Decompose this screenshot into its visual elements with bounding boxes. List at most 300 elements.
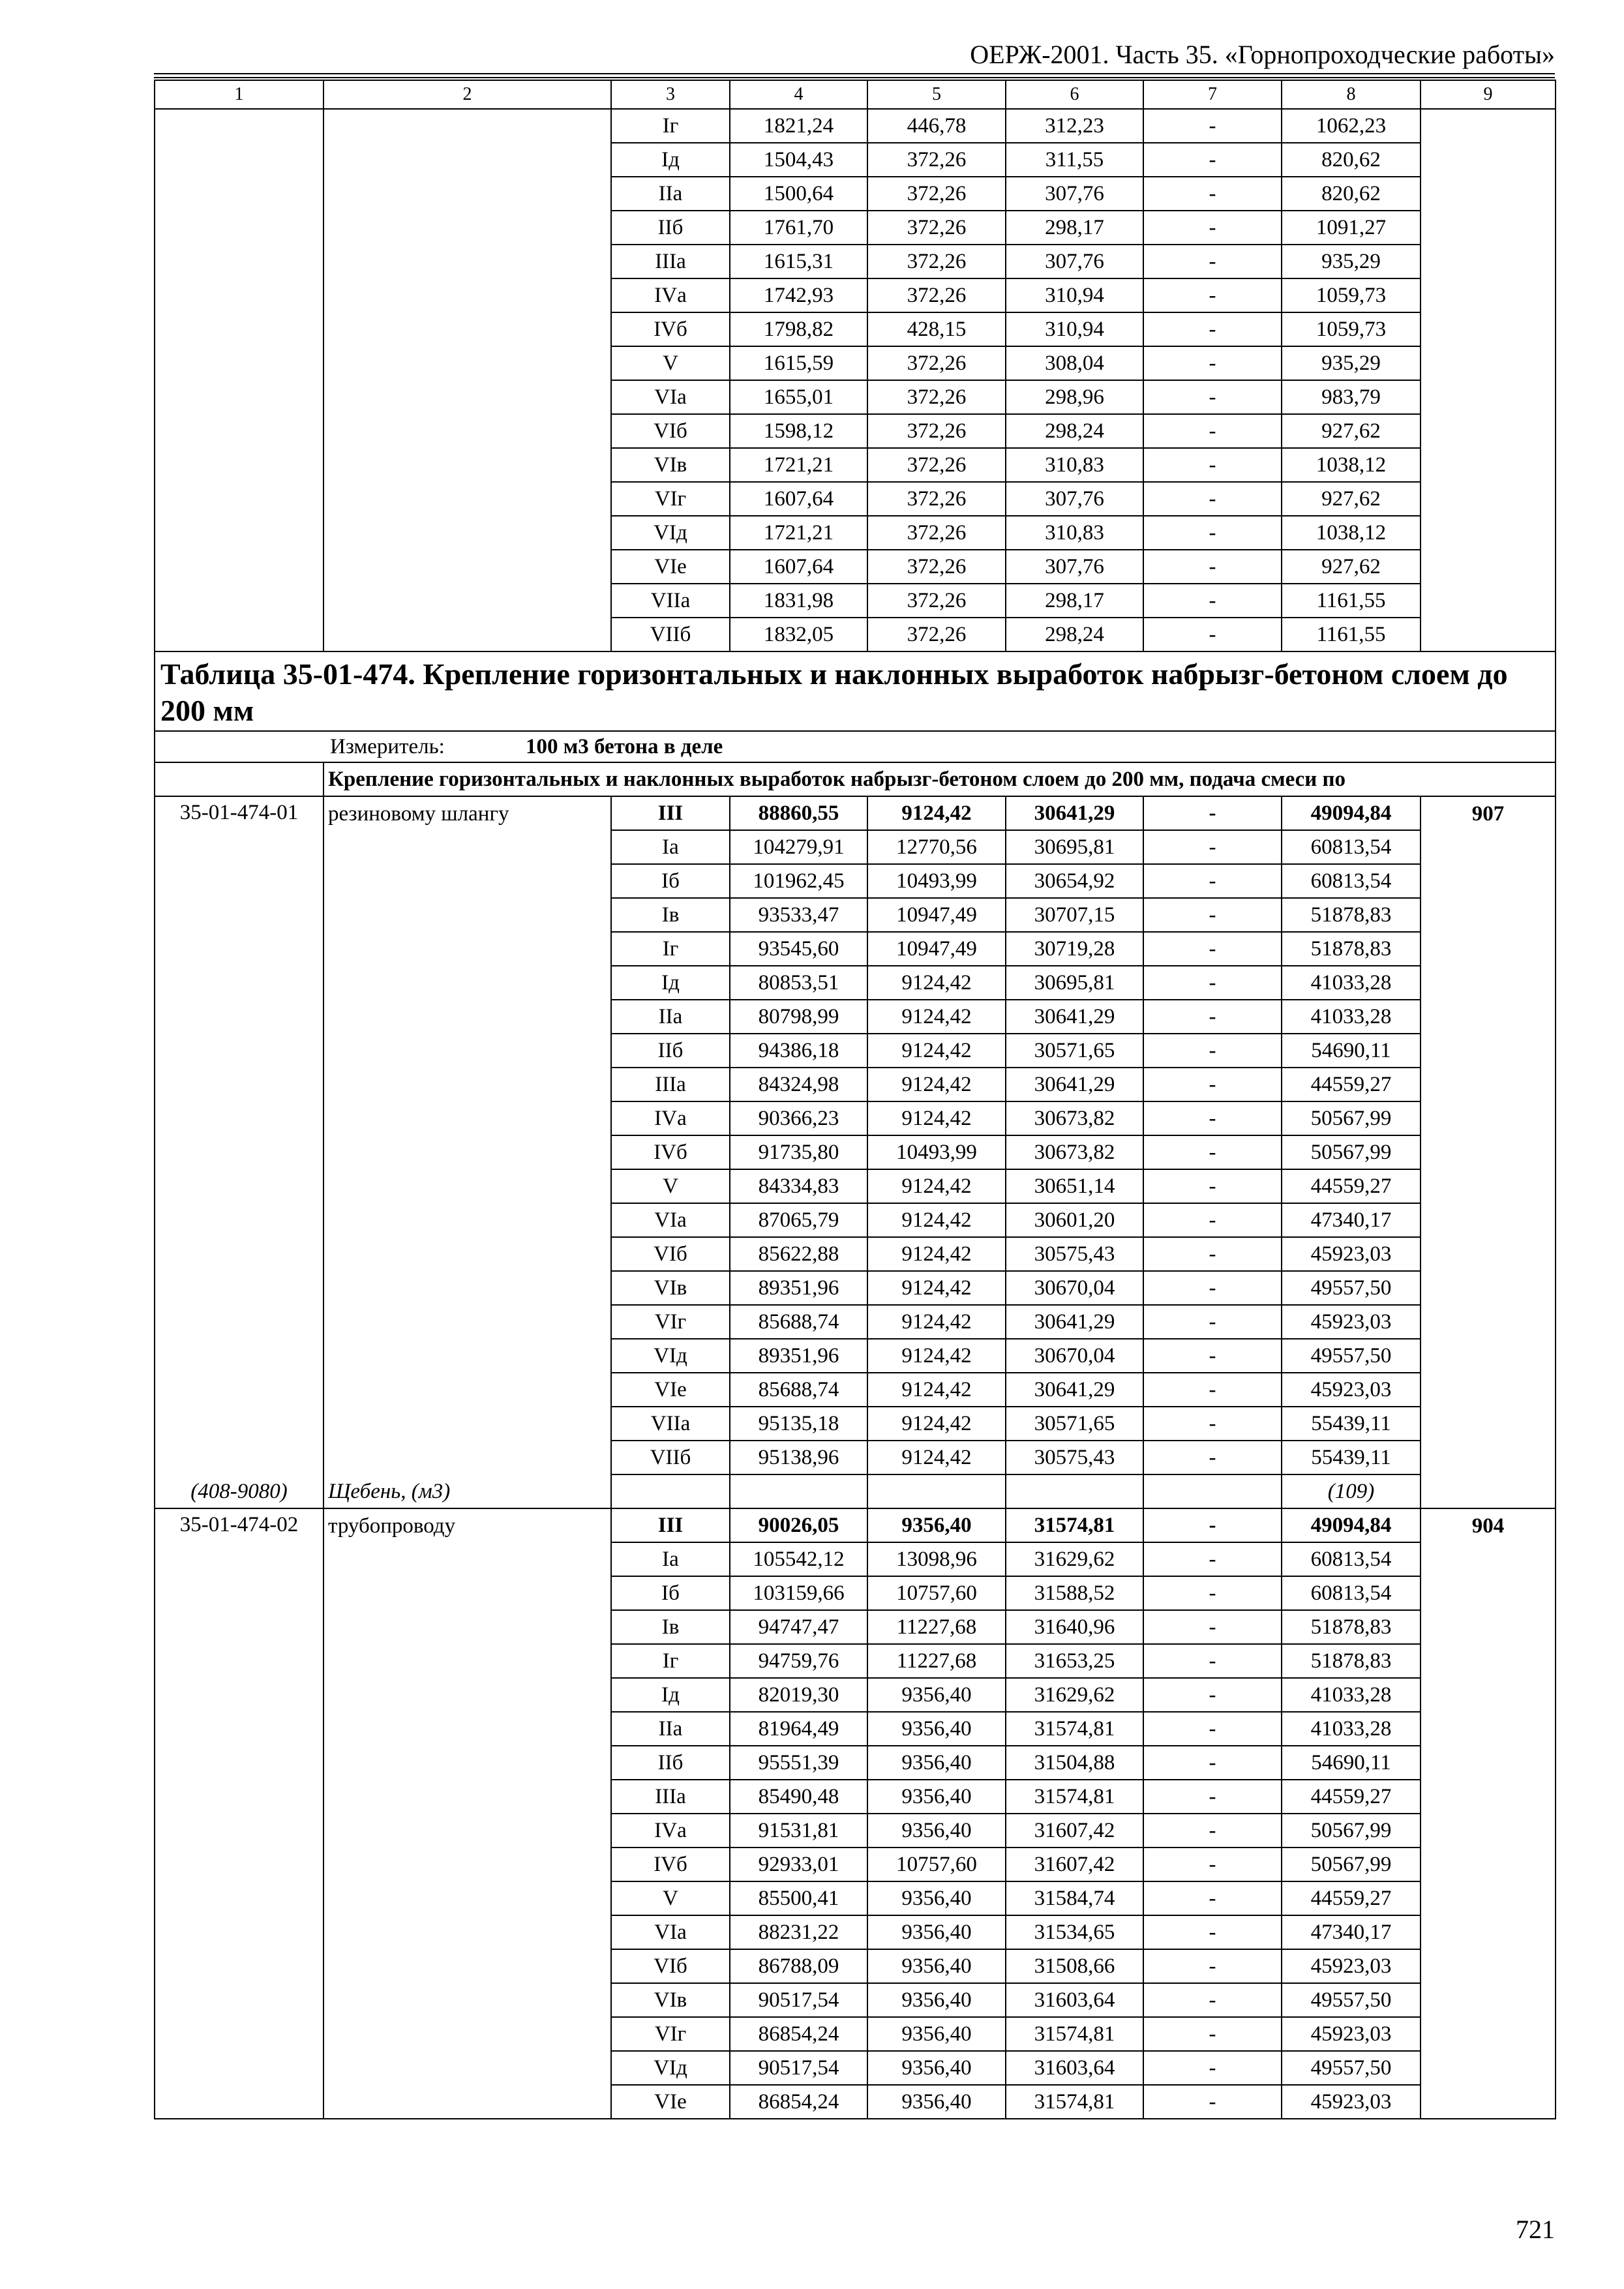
code-cell	[155, 1000, 323, 1034]
wages-cell: 372,26	[867, 177, 1006, 211]
labor-cell	[1421, 1000, 1556, 1034]
labor-cell	[1421, 1576, 1556, 1610]
wages-cell: 13098,96	[867, 1542, 1006, 1576]
resource-qty: (109)	[1282, 1474, 1421, 1508]
driver-wages-cell: -	[1143, 1848, 1282, 1881]
name-cell	[323, 1678, 611, 1712]
name-cell	[323, 1203, 611, 1237]
total-cost-cell: 1832,05	[730, 618, 867, 651]
code-cell	[155, 898, 323, 932]
total-cost-cell: 84324,98	[730, 1068, 867, 1101]
name-cell	[323, 482, 611, 516]
code-cell	[155, 1712, 323, 1746]
code-cell	[155, 1068, 323, 1101]
labor-cell	[1421, 380, 1556, 414]
wages-cell: 12770,56	[867, 830, 1006, 864]
materials-cell: 820,62	[1282, 177, 1421, 211]
total-cost-cell: 87065,79	[730, 1203, 867, 1237]
machines-cell: 31584,74	[1006, 1881, 1143, 1915]
code-cell	[155, 312, 323, 346]
name-cell	[323, 1644, 611, 1678]
code-cell	[155, 1678, 323, 1712]
region-cell: V	[611, 346, 730, 380]
wages-cell: 9356,40	[867, 1983, 1006, 2017]
driver-wages-cell: -	[1143, 448, 1282, 482]
region-cell: VIе	[611, 550, 730, 584]
table-row	[155, 1068, 1556, 1101]
materials-cell: 41033,28	[1282, 1678, 1421, 1712]
total-cost-cell: 1504,43	[730, 143, 867, 177]
wages-cell: 9124,42	[867, 1169, 1006, 1203]
name-cell	[323, 516, 611, 550]
code-cell	[155, 245, 323, 278]
table-row	[155, 1271, 1556, 1305]
labor-cell	[1421, 2051, 1556, 2085]
region-cell: Iг	[611, 109, 730, 143]
labor-cell	[1421, 864, 1556, 898]
region-cell: IVа	[611, 278, 730, 312]
machines-cell: 31588,52	[1006, 1576, 1143, 1610]
wages-cell: 10947,49	[867, 898, 1006, 932]
table-row	[155, 1881, 1556, 1915]
driver-wages-cell: -	[1143, 414, 1282, 448]
labor-cell	[1421, 1305, 1556, 1339]
labor-cell	[1421, 312, 1556, 346]
total-cost-cell: 80798,99	[730, 1000, 867, 1034]
machines-cell: 30654,92	[1006, 864, 1143, 898]
labor-cell	[1421, 414, 1556, 448]
materials-cell: 47340,17	[1282, 1915, 1421, 1949]
total-cost-cell: 93545,60	[730, 932, 867, 966]
labor-cell	[1421, 2085, 1556, 2119]
code-cell	[155, 143, 323, 177]
driver-wages-cell: -	[1143, 1678, 1282, 1712]
name-cell	[323, 864, 611, 898]
code-cell	[155, 1169, 323, 1203]
wages-cell: 372,26	[867, 211, 1006, 245]
code-cell	[155, 1983, 323, 2017]
driver-wages-cell: -	[1143, 1983, 1282, 2017]
table-row	[155, 1712, 1556, 1746]
blank-cell	[155, 762, 323, 796]
materials-cell: 983,79	[1282, 380, 1421, 414]
materials-cell: 1161,55	[1282, 618, 1421, 651]
labor-cell	[1421, 618, 1556, 651]
wages-cell: 372,26	[867, 618, 1006, 651]
machines-cell: 30670,04	[1006, 1271, 1143, 1305]
total-cost-cell: 90366,23	[730, 1101, 867, 1135]
wages-cell: 428,15	[867, 312, 1006, 346]
materials-cell: 45923,03	[1282, 1305, 1421, 1339]
code-cell	[155, 584, 323, 618]
machines-cell: 30641,29	[1006, 1305, 1143, 1339]
column-number: 9	[1421, 80, 1556, 109]
table-row	[155, 482, 1556, 516]
labor-cell	[1421, 1881, 1556, 1915]
materials-cell: 60813,54	[1282, 830, 1421, 864]
labor-cell	[1421, 1271, 1556, 1305]
machines-cell: 30601,20	[1006, 1203, 1143, 1237]
table-row	[155, 966, 1556, 1000]
materials-cell: 1059,73	[1282, 312, 1421, 346]
machines-cell: 307,76	[1006, 550, 1143, 584]
driver-wages-cell: -	[1143, 1101, 1282, 1135]
wages-cell: 10493,99	[867, 864, 1006, 898]
name-cell	[323, 109, 611, 143]
code-cell	[155, 1271, 323, 1305]
labor-cell	[1421, 1068, 1556, 1101]
driver-wages-cell: -	[1143, 312, 1282, 346]
labor-cell	[1421, 448, 1556, 482]
driver-wages-cell: -	[1143, 245, 1282, 278]
materials-cell: 45923,03	[1282, 1237, 1421, 1271]
wages-cell: 372,26	[867, 550, 1006, 584]
wages-cell: 9356,40	[867, 1712, 1006, 1746]
total-cost-cell: 1798,82	[730, 312, 867, 346]
wages-cell: 9356,40	[867, 1814, 1006, 1848]
name-cell	[323, 1135, 611, 1169]
labor-cell	[1421, 966, 1556, 1000]
code-cell	[155, 864, 323, 898]
region-cell: IIб	[611, 1746, 730, 1780]
driver-wages-cell: -	[1143, 830, 1282, 864]
materials-cell: 927,62	[1282, 550, 1421, 584]
materials-cell: 41033,28	[1282, 966, 1421, 1000]
region-cell: VIб	[611, 1949, 730, 1983]
column-number: 1	[155, 80, 323, 109]
labor-cell	[1421, 516, 1556, 550]
machines-cell: 31504,88	[1006, 1746, 1143, 1780]
table-row	[155, 1780, 1556, 1814]
driver-wages-cell: -	[1143, 2085, 1282, 2119]
name-cell	[323, 1746, 611, 1780]
code-cell	[155, 1135, 323, 1169]
table-row	[155, 414, 1556, 448]
machines-cell: 31574,81	[1006, 1780, 1143, 1814]
name-cell	[323, 1881, 611, 1915]
region-cell: Iв	[611, 1610, 730, 1644]
name-cell	[323, 1034, 611, 1068]
code-cell	[155, 211, 323, 245]
machines-cell: 31574,81	[1006, 2017, 1143, 2051]
materials-cell: 50567,99	[1282, 1101, 1421, 1135]
wages-cell: 9356,40	[867, 1678, 1006, 1712]
materials-cell: 45923,03	[1282, 2017, 1421, 2051]
code-cell	[155, 932, 323, 966]
column-number: 2	[323, 80, 611, 109]
machines-cell: 31629,62	[1006, 1678, 1143, 1712]
table-row	[155, 1814, 1556, 1848]
labor-cell	[1421, 482, 1556, 516]
name-cell	[323, 1373, 611, 1407]
driver-wages-cell: -	[1143, 1610, 1282, 1644]
region-cell: Iа	[611, 830, 730, 864]
total-cost-cell: 94386,18	[730, 1034, 867, 1068]
resource-name: Щебень, (м3)	[323, 1474, 611, 1508]
machines-cell: 30575,43	[1006, 1441, 1143, 1474]
total-cost-cell: 80853,51	[730, 966, 867, 1000]
region-cell: VIг	[611, 482, 730, 516]
labor-cell	[1421, 346, 1556, 380]
driver-wages-cell: -	[1143, 1915, 1282, 1949]
wages-cell: 9124,42	[867, 1203, 1006, 1237]
region-cell: VIIа	[611, 1407, 730, 1441]
column-number: 5	[867, 80, 1006, 109]
region-cell: VIа	[611, 1203, 730, 1237]
wages-cell: 10493,99	[867, 1135, 1006, 1169]
materials-cell: 41033,28	[1282, 1000, 1421, 1034]
region-cell: Iв	[611, 898, 730, 932]
labor-cell	[1421, 1373, 1556, 1407]
labor-cell	[1421, 245, 1556, 278]
total-cost-cell: 95135,18	[730, 1407, 867, 1441]
wages-cell: 372,26	[867, 143, 1006, 177]
total-cost-cell: 1821,24	[730, 109, 867, 143]
meter-value: 100 м3 бетона в деле	[526, 735, 723, 758]
labor-cell	[1421, 278, 1556, 312]
driver-wages-cell: -	[1143, 211, 1282, 245]
labor-cell	[1421, 143, 1556, 177]
driver-wages-cell: -	[1143, 1068, 1282, 1101]
name-cell	[323, 346, 611, 380]
total-cost-cell: 88231,22	[730, 1915, 867, 1949]
table-row	[155, 109, 1556, 143]
code-cell	[155, 177, 323, 211]
table-row	[155, 312, 1556, 346]
machines-cell: 312,23	[1006, 109, 1143, 143]
name-cell	[323, 1271, 611, 1305]
item-code: 35-01-474-01	[155, 796, 323, 830]
labor-cell	[1421, 1949, 1556, 1983]
region-cell: VIв	[611, 1983, 730, 2017]
table-subtitle: Крепление горизонтальных и наклонных выработок набрызг-бетоном слоем до 200 мм, подача смеси по	[323, 762, 1556, 796]
item-main-row	[155, 1508, 1556, 1542]
labor-cell	[1421, 2017, 1556, 2051]
materials-cell: 49557,50	[1282, 2051, 1421, 2085]
driver-wages-cell: -	[1143, 1746, 1282, 1780]
wages-cell: 446,78	[867, 109, 1006, 143]
wages-cell: 9356,40	[867, 2017, 1006, 2051]
wages-cell: 9124,42	[867, 1441, 1006, 1474]
blank-cell	[1006, 1474, 1143, 1508]
column-number: 3	[611, 80, 730, 109]
labor-cell	[1421, 1848, 1556, 1881]
column-number: 8	[1282, 80, 1421, 109]
driver-wages-cell: -	[1143, 143, 1282, 177]
total-cost-cell: 85500,41	[730, 1881, 867, 1915]
labor-cell	[1421, 1610, 1556, 1644]
labor-cell	[1421, 1407, 1556, 1441]
materials-cell: 44559,27	[1282, 1068, 1421, 1101]
wages-cell: 9356,40	[867, 1881, 1006, 1915]
code-cell	[155, 2085, 323, 2119]
labor-cell	[1421, 211, 1556, 245]
total-cost-cell: 85622,88	[730, 1237, 867, 1271]
driver-wages-cell: -	[1143, 1034, 1282, 1068]
machines-cell: 30641,29	[1006, 1068, 1143, 1101]
materials-cell: 41033,28	[1282, 1712, 1421, 1746]
driver-wages-cell: -	[1143, 1814, 1282, 1848]
region-cell: Iг	[611, 932, 730, 966]
table-row	[155, 1610, 1556, 1644]
table-row	[155, 1203, 1556, 1237]
table-row	[155, 830, 1556, 864]
total-cost-cell: 82019,30	[730, 1678, 867, 1712]
table-row	[155, 2085, 1556, 2119]
total-cost-cell: 93533,47	[730, 898, 867, 932]
machines-cell: 311,55	[1006, 143, 1143, 177]
materials-cell: 51878,83	[1282, 898, 1421, 932]
materials-cell: 50567,99	[1282, 1814, 1421, 1848]
materials-cell: 820,62	[1282, 143, 1421, 177]
region-cell: IIа	[611, 177, 730, 211]
table-row	[155, 932, 1556, 966]
table-row	[155, 211, 1556, 245]
wages-cell: 9124,42	[867, 1373, 1006, 1407]
table-row	[155, 1101, 1556, 1135]
driver-wages-cell: -	[1143, 1542, 1282, 1576]
driver-wages-cell: -	[1143, 864, 1282, 898]
machines-cell: 30641,29	[1006, 1000, 1143, 1034]
total-cost-cell: 1761,70	[730, 211, 867, 245]
region-cell: IIа	[611, 1712, 730, 1746]
labor-cell	[1421, 1135, 1556, 1169]
materials-cell: 935,29	[1282, 346, 1421, 380]
wages-cell: 9124,42	[867, 1339, 1006, 1373]
region-cell: IVб	[611, 1135, 730, 1169]
machines-cell: 31640,96	[1006, 1610, 1143, 1644]
name-cell	[323, 830, 611, 864]
labor-cell: 907	[1421, 796, 1556, 830]
total-cost-cell: 88860,55	[730, 796, 867, 830]
machines-cell: 31508,66	[1006, 1949, 1143, 1983]
item-code: 35-01-474-02	[155, 1508, 323, 1542]
total-cost-cell: 1721,21	[730, 516, 867, 550]
region-cell: IIб	[611, 1034, 730, 1068]
name-cell	[323, 1915, 611, 1949]
driver-wages-cell: -	[1143, 482, 1282, 516]
name-cell	[323, 1610, 611, 1644]
materials-cell: 55439,11	[1282, 1441, 1421, 1474]
total-cost-cell: 1831,98	[730, 584, 867, 618]
wages-cell: 372,26	[867, 278, 1006, 312]
region-cell: VIг	[611, 2017, 730, 2051]
code-cell	[155, 1915, 323, 1949]
machines-cell: 310,83	[1006, 448, 1143, 482]
wages-cell: 372,26	[867, 414, 1006, 448]
wages-cell: 372,26	[867, 448, 1006, 482]
driver-wages-cell: -	[1143, 1135, 1282, 1169]
region-cell: Iб	[611, 1576, 730, 1610]
region-cell: Iд	[611, 143, 730, 177]
name-cell	[323, 1848, 611, 1881]
wages-cell: 372,26	[867, 482, 1006, 516]
materials-cell: 935,29	[1282, 245, 1421, 278]
wages-cell: 10947,49	[867, 932, 1006, 966]
machines-cell: 30695,81	[1006, 830, 1143, 864]
machines-cell: 31653,25	[1006, 1644, 1143, 1678]
driver-wages-cell: -	[1143, 1339, 1282, 1373]
materials-cell: 45923,03	[1282, 2085, 1421, 2119]
price-table	[154, 80, 1556, 2119]
name-cell	[323, 1339, 611, 1373]
machines-cell: 31607,42	[1006, 1814, 1143, 1848]
materials-cell: 54690,11	[1282, 1034, 1421, 1068]
table-row	[155, 584, 1556, 618]
machines-cell: 310,94	[1006, 312, 1143, 346]
name-cell	[323, 1983, 611, 2017]
materials-cell: 50567,99	[1282, 1135, 1421, 1169]
name-cell	[323, 448, 611, 482]
labor-cell	[1421, 1712, 1556, 1746]
driver-wages-cell: -	[1143, 1203, 1282, 1237]
wages-cell: 10757,60	[867, 1848, 1006, 1881]
region-cell: VIIб	[611, 618, 730, 651]
labor-cell	[1421, 1746, 1556, 1780]
table-row	[155, 2017, 1556, 2051]
machines-cell: 31603,64	[1006, 2051, 1143, 2085]
region-cell: Iд	[611, 1678, 730, 1712]
machines-cell: 30641,29	[1006, 796, 1143, 830]
total-cost-cell: 81964,49	[730, 1712, 867, 1746]
table-row	[155, 1237, 1556, 1271]
code-cell	[155, 1339, 323, 1373]
code-cell	[155, 1542, 323, 1576]
code-cell	[155, 1305, 323, 1339]
column-number: 7	[1143, 80, 1282, 109]
labor-cell	[1421, 1169, 1556, 1203]
labor-cell	[1421, 1814, 1556, 1848]
code-cell	[155, 448, 323, 482]
machines-cell: 30571,65	[1006, 1034, 1143, 1068]
name-cell	[323, 278, 611, 312]
total-cost-cell: 1655,01	[730, 380, 867, 414]
name-cell	[323, 143, 611, 177]
materials-cell: 50567,99	[1282, 1848, 1421, 1881]
item-name: трубопроводу	[323, 1508, 611, 1542]
name-cell	[323, 312, 611, 346]
driver-wages-cell: -	[1143, 1237, 1282, 1271]
region-cell: IVб	[611, 312, 730, 346]
driver-wages-cell: -	[1143, 109, 1282, 143]
total-cost-cell: 103159,66	[730, 1576, 867, 1610]
labor-cell	[1421, 1983, 1556, 2017]
total-cost-cell: 91735,80	[730, 1135, 867, 1169]
labor-cell	[1421, 898, 1556, 932]
table-row	[155, 1949, 1556, 1983]
item-main-row	[155, 796, 1556, 830]
table-row	[155, 380, 1556, 414]
code-cell	[155, 1237, 323, 1271]
total-cost-cell: 1607,64	[730, 550, 867, 584]
driver-wages-cell: -	[1143, 1780, 1282, 1814]
column-number: 4	[730, 80, 867, 109]
table-row	[155, 1034, 1556, 1068]
driver-wages-cell: -	[1143, 550, 1282, 584]
name-cell	[323, 211, 611, 245]
blank-cell	[1143, 1474, 1282, 1508]
total-cost-cell: 105542,12	[730, 1542, 867, 1576]
labor-cell	[1421, 177, 1556, 211]
name-cell	[323, 1101, 611, 1135]
code-cell	[155, 516, 323, 550]
name-cell	[323, 932, 611, 966]
driver-wages-cell: -	[1143, 1271, 1282, 1305]
region-cell: VIв	[611, 1271, 730, 1305]
name-cell	[323, 618, 611, 651]
wages-cell: 9124,42	[867, 1305, 1006, 1339]
column-number-row	[155, 80, 1556, 109]
